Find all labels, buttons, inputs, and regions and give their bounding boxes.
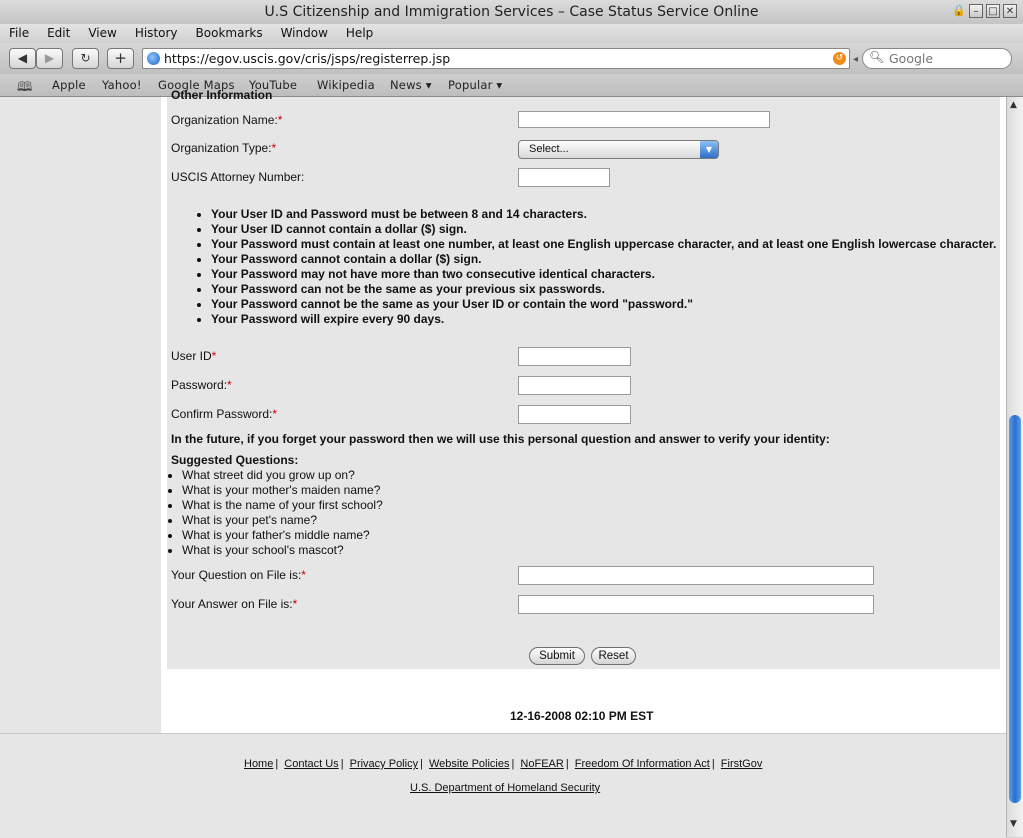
- toolbar: [0, 43, 1023, 74]
- org-type-label: Organization Type:*: [171, 141, 277, 155]
- forward-button[interactable]: [36, 48, 63, 69]
- question-item: • What is your pet's name?: [182, 513, 383, 528]
- chevron-down-icon: ▼: [700, 141, 718, 158]
- section-title: Other Information: [171, 88, 273, 102]
- forward-icon: ▶: [44, 51, 55, 65]
- bookmark-news[interactable]: News ▾: [390, 78, 432, 92]
- search-icon: 🔍︎: [869, 50, 885, 64]
- scroll-down-icon[interactable]: ▼: [1010, 819, 1017, 829]
- scroll-up-icon[interactable]: ▲: [1010, 100, 1017, 110]
- plus-icon: +: [114, 49, 127, 67]
- url-text[interactable]: https://egov.uscis.gov/cris/jsps/registerrep.jsp: [164, 51, 451, 66]
- title-bar: [0, 0, 1023, 25]
- password-label: Password:*: [171, 378, 232, 392]
- attorney-number-label: USCIS Attorney Number:: [171, 170, 305, 184]
- scroll-thumb[interactable]: [1009, 415, 1021, 803]
- footer-link-contact[interactable]: Contact Us: [284, 758, 339, 770]
- reset-button[interactable]: Reset: [591, 647, 636, 665]
- question-item: • What street did you grow up on?: [182, 468, 383, 483]
- rule-item: • Your User ID cannot contain a dollar ($) sign.: [211, 222, 996, 237]
- suggested-title: Suggested Questions:: [171, 453, 299, 467]
- password-rules: [193, 207, 996, 327]
- menu-view[interactable]: View: [88, 26, 117, 40]
- answer-input[interactable]: [518, 595, 874, 614]
- menu-edit[interactable]: Edit: [47, 26, 71, 40]
- reload-button[interactable]: [72, 48, 99, 69]
- menu-file[interactable]: File: [9, 26, 30, 40]
- question-item: • What is your mother's maiden name?: [182, 483, 383, 498]
- question-input[interactable]: [518, 566, 874, 585]
- confirm-password-input[interactable]: [518, 405, 631, 424]
- submit-button[interactable]: Submit: [529, 647, 585, 665]
- bookmark-youtube[interactable]: YouTube: [249, 78, 298, 92]
- rule-item: • Your Password must contain at least one number, at least one English uppercase character, and at least one English lowercase character.: [211, 237, 996, 252]
- history-dropdown-icon[interactable]: ◂: [853, 54, 859, 65]
- question-item: • What is the name of your first school?: [182, 498, 383, 513]
- suggested-questions: [156, 468, 383, 558]
- rule-item: • Your User ID and Password must be between 8 and 14 characters.: [211, 207, 996, 222]
- rule-item: • Your Password may not have more than two consecutive identical characters.: [211, 267, 996, 282]
- maximize-button[interactable]: □: [986, 4, 1000, 18]
- userid-label: User ID*: [171, 349, 217, 363]
- menu-history[interactable]: History: [134, 26, 178, 40]
- attorney-number-input[interactable]: [518, 168, 610, 187]
- rule-item: • Your Password can not be the same as your previous six passwords.: [211, 282, 996, 297]
- menu-bar: [0, 24, 1023, 43]
- question-item: • What is your father's middle name?: [182, 528, 383, 543]
- minimize-button[interactable]: –: [969, 4, 983, 18]
- search-field[interactable]: [862, 48, 1012, 69]
- password-input[interactable]: [518, 376, 631, 395]
- footer-link-home[interactable]: Home: [244, 758, 274, 770]
- search-input[interactable]: [889, 51, 999, 66]
- bookmark-yahoo[interactable]: Yahoo!: [102, 78, 142, 92]
- lock-icon: 🔒: [952, 4, 966, 17]
- rss-icon[interactable]: ↺: [833, 52, 846, 65]
- registration-form: [167, 88, 1000, 669]
- org-name-input[interactable]: [518, 111, 770, 128]
- footer: [0, 733, 1006, 838]
- back-button[interactable]: [9, 48, 36, 69]
- menu-help[interactable]: Help: [345, 26, 374, 40]
- question-item: • What is your school's mascot?: [182, 543, 383, 558]
- footer-link-foia[interactable]: Freedom Of Information Act: [574, 758, 710, 770]
- close-button[interactable]: ✕: [1003, 4, 1017, 18]
- rule-item: • Your Password will expire every 90 days.: [211, 312, 996, 327]
- book-icon[interactable]: 🕮︎: [17, 80, 33, 95]
- footer-link-dhs[interactable]: U.S. Department of Homeland Security: [410, 782, 601, 794]
- rule-item: • Your Password cannot contain a dollar ($) sign.: [211, 252, 996, 267]
- org-type-select[interactable]: [518, 140, 719, 159]
- footer-links: Home | Contact Us | Privacy Policy | Website Policies | NoFEAR | Freedom Of Information Act | FirstGov: [244, 758, 763, 770]
- footer-link-nofear[interactable]: NoFEAR: [520, 758, 564, 770]
- bookmark-popular[interactable]: Popular ▾: [448, 78, 503, 92]
- bookmarks-bar: [0, 74, 1023, 97]
- menu-window[interactable]: Window: [280, 26, 328, 40]
- footer-link-privacy[interactable]: Privacy Policy: [349, 758, 419, 770]
- timestamp: 12-16-2008 02:10 PM EST: [510, 709, 654, 723]
- footer-link-website-policies[interactable]: Website Policies: [429, 758, 510, 770]
- back-icon: ◀: [17, 51, 28, 65]
- left-column: [0, 97, 161, 733]
- vertical-scrollbar[interactable]: [1006, 97, 1023, 837]
- page-viewport: [0, 88, 1006, 837]
- answer-label: Your Answer on File is:*: [171, 597, 298, 611]
- rule-item: • Your Password cannot be the same as your User ID or contain the word "password.": [211, 297, 996, 312]
- bookmark-apple[interactable]: Apple: [52, 78, 86, 92]
- confirm-password-label: Confirm Password:*: [171, 407, 278, 421]
- menu-bookmarks[interactable]: Bookmarks: [195, 26, 263, 40]
- question-label: Your Question on File is:*: [171, 568, 306, 582]
- globe-icon: [147, 52, 160, 65]
- org-type-value: Select...: [529, 143, 569, 155]
- bookmark-wikipedia[interactable]: Wikipedia: [317, 78, 375, 92]
- org-name-label: Organization Name:*: [171, 113, 283, 127]
- address-bar[interactable]: [142, 48, 850, 69]
- reload-icon: ↻: [80, 51, 91, 65]
- footer-link-firstgov[interactable]: FirstGov: [720, 758, 763, 770]
- window-title: U.S Citizenship and Immigration Services – Case Status Service Online: [264, 4, 759, 20]
- userid-input[interactable]: [518, 347, 631, 366]
- bookmark-google-maps[interactable]: Google Maps: [158, 78, 235, 92]
- add-bookmark-button[interactable]: [107, 48, 134, 69]
- security-intro: In the future, if you forget your password then we will use this personal question and answer to verify your identity:: [171, 432, 830, 446]
